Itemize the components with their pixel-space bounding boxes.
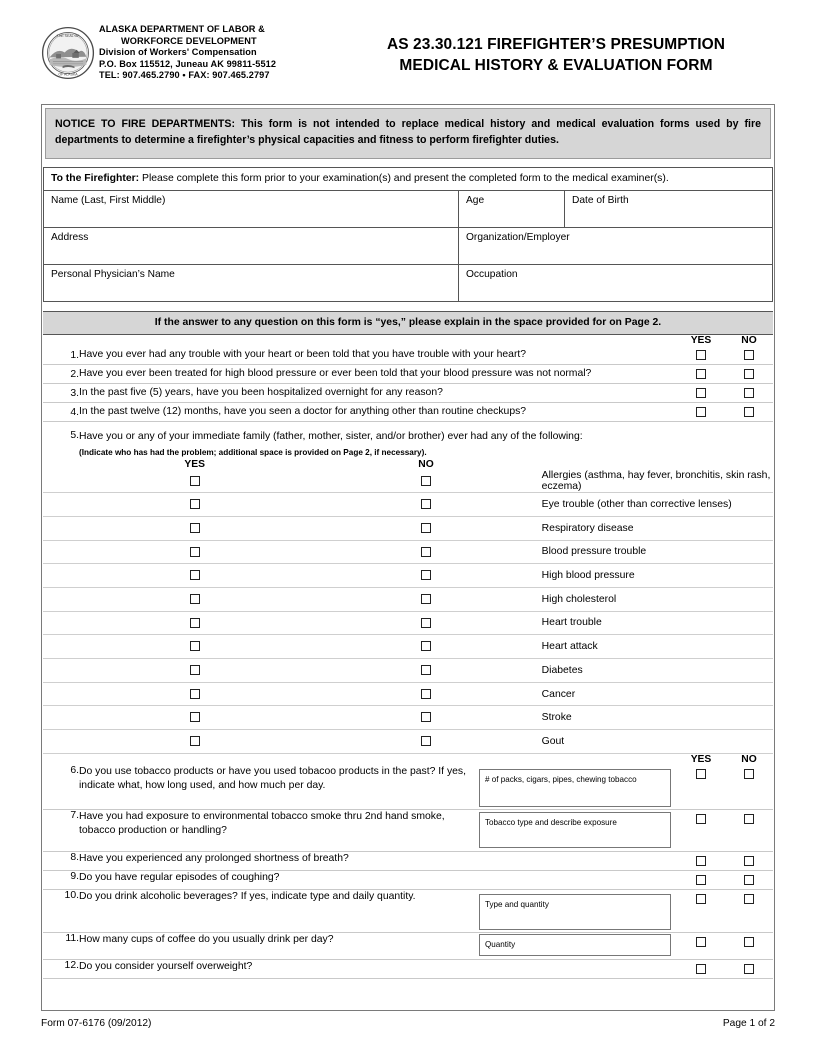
question-text: Have you ever been treated for high blood pressure or ever been told that your blood pressure was not normal?	[79, 365, 677, 384]
list-item	[43, 540, 773, 564]
fam-yes-cell[interactable]	[79, 611, 310, 635]
family-condition-label: Blood pressure trouble	[542, 540, 773, 564]
checkbox-yes[interactable]	[696, 894, 706, 904]
title-line-2: MEDICAL HISTORY & EVALUATION FORM	[399, 57, 713, 74]
question-text: Do you have regular episodes of coughing?	[79, 870, 477, 889]
question-number: 2.	[43, 365, 79, 384]
fam-yes-cell[interactable]	[79, 635, 310, 659]
question-text: Have you experienced any prolonged shortness of breath?	[79, 851, 477, 870]
q10-no-cell[interactable]	[725, 889, 773, 932]
age-label: Age	[466, 195, 485, 206]
checkbox-no[interactable]	[421, 476, 431, 486]
checkbox-yes[interactable]	[190, 689, 200, 699]
family-condition-label: Respiratory disease	[542, 516, 773, 540]
family-subnote: (Indicate who has had the problem; additional space is provided on Page 2, if necessary).	[79, 447, 427, 457]
question-text: Do you use tobacco products or have you used tobacoo products in the past? If yes, indicate what, how long used, and how much per day.	[79, 765, 477, 810]
fam-no-cell[interactable]	[310, 493, 541, 517]
dob-field[interactable]	[565, 191, 773, 228]
family-history-section	[43, 422, 773, 754]
q6-note-input[interactable]: # of packs, cigars, pipes, chewing tobacco	[479, 769, 671, 807]
question-number: 6.	[43, 765, 79, 810]
page-number: Page 1 of 2	[722, 1018, 775, 1029]
bottom-yes-no-header-row	[43, 754, 773, 765]
fam-no-cell[interactable]	[310, 516, 541, 540]
q4-no-cell[interactable]	[725, 403, 773, 422]
q7-no-cell[interactable]	[725, 809, 773, 851]
checkbox-yes[interactable]	[190, 594, 200, 604]
checkbox-yes[interactable]	[696, 407, 706, 417]
table-row	[43, 959, 773, 978]
checkbox-yes[interactable]	[190, 665, 200, 675]
yes-no-header-row	[43, 335, 773, 346]
q8-no-cell[interactable]	[725, 851, 773, 870]
organization-label: Organization/Employer	[466, 232, 570, 243]
seal-container	[41, 22, 99, 80]
agency-line-3: Division of Workers' Compensation	[99, 47, 257, 58]
family-condition-label: Eye trouble (other than corrective lenses)	[542, 493, 773, 517]
table-row	[43, 365, 773, 384]
checkbox-no[interactable]	[421, 547, 431, 557]
q3-yes-cell[interactable]	[677, 384, 725, 403]
fam-yes-cell[interactable]	[79, 493, 310, 517]
q8-yes-cell[interactable]	[677, 851, 725, 870]
q12-no-cell[interactable]	[725, 959, 773, 978]
family-intro-text: Have you or any of your immediate family (father, mother, sister, and/or brother) ever had any of the following:	[79, 431, 583, 442]
questions-top-table	[43, 335, 773, 422]
list-item	[43, 730, 773, 754]
checkbox-no[interactable]	[421, 665, 431, 675]
question-text: Do you drink alcoholic beverages? If yes, indicate type and daily quantity.	[79, 889, 477, 932]
questions-bottom-table	[43, 754, 773, 979]
q6-yes-cell[interactable]	[677, 765, 725, 810]
list-item	[43, 516, 773, 540]
agency-line-4: P.O. Box 115512, Juneau AK 99811-5512	[99, 58, 277, 69]
checkbox-yes[interactable]	[190, 523, 200, 533]
q2-no-cell[interactable]	[725, 365, 773, 384]
fam-yes-cell[interactable]	[79, 587, 310, 611]
fam-yes-cell[interactable]	[79, 706, 310, 730]
fam-yes-cell[interactable]	[79, 540, 310, 564]
checkbox-no[interactable]	[421, 712, 431, 722]
checkbox-no[interactable]	[421, 499, 431, 509]
family-condition-label: High blood pressure	[542, 564, 773, 588]
fam-no-cell[interactable]	[310, 470, 541, 493]
family-condition-label: Heart attack	[542, 635, 773, 659]
question-number: 10.	[43, 889, 79, 932]
occupation-label: Occupation	[466, 269, 518, 280]
table-row	[43, 765, 773, 810]
organization-field[interactable]	[459, 228, 773, 265]
list-item	[43, 706, 773, 730]
q7-note-input[interactable]: Tobacco type and describe exposure	[479, 812, 671, 848]
fam-yes-cell[interactable]	[79, 470, 310, 493]
question-text: Have you had exposure to environmental tobacco smoke thru 2nd hand smoke, tobacco production or handling?	[79, 809, 477, 851]
q9-yes-cell[interactable]	[677, 870, 725, 889]
checkbox-no[interactable]	[744, 350, 754, 360]
fam-yes-cell[interactable]	[79, 564, 310, 588]
agency-line-1: ALASKA DEPARTMENT OF LABOR &	[99, 24, 265, 34]
checkbox-yes[interactable]	[696, 856, 706, 866]
fam-no-cell[interactable]	[310, 611, 541, 635]
to-firefighter-text: Please complete this form prior to your examination(s) and present the completed form to the medical examiner(s).	[139, 173, 669, 184]
agency-line-2: WORKFORCE DEVELOPMENT	[121, 35, 257, 46]
list-item	[43, 682, 773, 706]
checkbox-no[interactable]	[744, 814, 754, 824]
applicant-info-table	[43, 190, 773, 302]
q1-yes-cell[interactable]	[677, 346, 725, 365]
fam-no-cell[interactable]	[310, 659, 541, 683]
fam-yes-cell[interactable]	[79, 730, 310, 754]
yes-column-header: YES	[690, 335, 712, 346]
checkbox-no[interactable]	[744, 937, 754, 947]
checkbox-no[interactable]	[421, 523, 431, 533]
family-condition-label: High cholesterol	[542, 587, 773, 611]
checkbox-yes[interactable]	[190, 618, 200, 628]
q2-yes-cell[interactable]	[677, 365, 725, 384]
agency-address-block	[99, 22, 349, 82]
yes-explanation-band: If the answer to any question on this form is “yes,” please explain in the space provided for on Page 2.	[43, 311, 773, 335]
fam-yes-cell[interactable]	[79, 516, 310, 540]
q1-no-cell[interactable]	[725, 346, 773, 365]
to-firefighter-row	[44, 168, 772, 190]
notice-to-fire-departments	[45, 108, 771, 159]
list-item	[43, 493, 773, 517]
q11-note-input[interactable]: Quantity	[479, 934, 671, 956]
checkbox-yes[interactable]	[696, 769, 706, 779]
checkbox-no[interactable]	[744, 407, 754, 417]
list-item	[43, 659, 773, 683]
address-field[interactable]	[44, 228, 459, 265]
checkbox-no[interactable]	[744, 875, 754, 885]
fam-no-cell[interactable]	[310, 706, 541, 730]
family-yes-no-header-row	[43, 459, 773, 470]
checkbox-yes[interactable]	[696, 369, 706, 379]
question-number: 7.	[43, 809, 79, 851]
table-row	[44, 191, 773, 228]
question-number: 3.	[43, 384, 79, 403]
q4-yes-cell[interactable]	[677, 403, 725, 422]
age-field[interactable]	[459, 191, 565, 228]
question-number: 1.	[43, 346, 79, 365]
checkbox-yes[interactable]	[696, 964, 706, 974]
question-number: 8.	[43, 851, 79, 870]
question-number: 9.	[43, 870, 79, 889]
checkbox-yes[interactable]	[696, 350, 706, 360]
question-text: Have you ever had any trouble with your heart or been told that you have trouble with your heart?	[79, 346, 677, 365]
fam-no-cell[interactable]	[310, 540, 541, 564]
form-header	[41, 22, 775, 96]
name-field[interactable]	[44, 191, 459, 228]
fam-yes-cell[interactable]	[79, 682, 310, 706]
table-row	[43, 932, 773, 959]
fam-no-cell[interactable]	[310, 682, 541, 706]
q6-no-cell[interactable]	[725, 765, 773, 810]
table-row	[43, 809, 773, 851]
table-row	[43, 851, 773, 870]
family-condition-label: Allergies (asthma, hay fever, bronchitis, skin rash, eczema)	[542, 470, 773, 493]
no-column-header: NO	[741, 335, 757, 346]
checkbox-no[interactable]	[421, 594, 431, 604]
occupation-field[interactable]	[459, 265, 773, 302]
list-item	[43, 470, 773, 493]
checkbox-no[interactable]	[744, 388, 754, 398]
checkbox-yes[interactable]	[190, 736, 200, 746]
table-row	[43, 889, 773, 932]
checkbox-no[interactable]	[421, 736, 431, 746]
checkbox-yes[interactable]	[190, 570, 200, 580]
checkbox-no[interactable]	[744, 856, 754, 866]
q12-yes-cell[interactable]	[677, 959, 725, 978]
table-row	[44, 228, 773, 265]
q10-note-input[interactable]: Type and quantity	[479, 894, 671, 930]
title-line-1: AS 23.30.121 FIREFIGHTER’S PRESUMPTION	[386, 36, 725, 53]
list-item	[43, 564, 773, 588]
q9-no-cell[interactable]	[725, 870, 773, 889]
fam-no-cell[interactable]	[310, 635, 541, 659]
alaska-state-seal-icon	[41, 26, 95, 80]
list-item	[43, 635, 773, 659]
list-item	[43, 587, 773, 611]
checkbox-no[interactable]	[421, 689, 431, 699]
checkbox-no[interactable]	[744, 964, 754, 974]
family-condition-label: Cancer	[542, 682, 773, 706]
family-yes-header: YES	[184, 458, 205, 470]
form-body	[41, 104, 775, 1011]
question-number: 5.	[70, 430, 79, 441]
form-footer	[41, 1018, 775, 1029]
family-condition-label: Gout	[542, 730, 773, 754]
name-label: Name (Last, First Middle)	[51, 195, 166, 206]
checkbox-yes[interactable]	[696, 937, 706, 947]
checkbox-yes[interactable]	[190, 547, 200, 557]
firefighter-instructions-table	[43, 167, 773, 191]
fam-no-cell[interactable]	[310, 730, 541, 754]
table-row	[43, 403, 773, 422]
q11-no-cell[interactable]	[725, 932, 773, 959]
checkbox-yes[interactable]	[696, 388, 706, 398]
table-row	[43, 870, 773, 889]
q7-yes-cell[interactable]	[677, 809, 725, 851]
question-number: 11.	[43, 932, 79, 959]
form-number: Form 07-6176 (09/2012)	[41, 1018, 152, 1029]
agency-line-5: TEL: 907.465.2790 • FAX: 907.465.2797	[99, 70, 270, 81]
checkbox-yes[interactable]	[190, 499, 200, 509]
bottom-yes-header: YES	[690, 753, 712, 765]
question-text: How many cups of coffee do you usually drink per day?	[79, 932, 477, 959]
svg-text:THE SEAL OF: THE SEAL OF	[56, 33, 80, 38]
svg-text:OF ALASKA: OF ALASKA	[58, 72, 78, 77]
table-row	[43, 384, 773, 403]
fam-yes-cell[interactable]	[79, 659, 310, 683]
checkbox-no[interactable]	[744, 769, 754, 779]
question-text: In the past twelve (12) months, have you seen a doctor for anything other than routine checkups?	[79, 403, 677, 422]
fam-no-cell[interactable]	[310, 587, 541, 611]
checkbox-yes[interactable]	[696, 814, 706, 824]
list-item	[43, 611, 773, 635]
family-condition-label: Stroke	[542, 706, 773, 730]
family-no-header: NO	[418, 458, 434, 470]
table-row	[43, 346, 773, 365]
checkbox-yes[interactable]	[696, 875, 706, 885]
checkbox-yes[interactable]	[190, 476, 200, 486]
family-intro-row	[43, 422, 773, 459]
physician-field[interactable]	[44, 265, 459, 302]
to-firefighter-label: To the Firefighter:	[51, 173, 140, 184]
checkbox-yes[interactable]	[190, 641, 200, 651]
checkbox-no[interactable]	[421, 618, 431, 628]
page-title	[349, 22, 775, 76]
dob-label: Date of Birth	[572, 195, 629, 206]
checkbox-no[interactable]	[421, 570, 431, 580]
question-text: In the past five (5) years, have you been hospitalized overnight for any reason?	[79, 384, 677, 403]
physician-label: Personal Physician’s Name	[51, 269, 175, 280]
q3-no-cell[interactable]	[725, 384, 773, 403]
fam-no-cell[interactable]	[310, 564, 541, 588]
table-row	[44, 265, 773, 302]
q10-yes-cell[interactable]	[677, 889, 725, 932]
question-number: 4.	[43, 403, 79, 422]
family-condition-label: Diabetes	[542, 659, 773, 683]
checkbox-no[interactable]	[744, 894, 754, 904]
family-condition-label: Heart trouble	[542, 611, 773, 635]
notice-label: NOTICE TO FIRE DEPARTMENTS:	[55, 118, 235, 130]
checkbox-no[interactable]	[744, 369, 754, 379]
checkbox-yes[interactable]	[190, 712, 200, 722]
question-number: 12.	[43, 959, 79, 978]
q11-yes-cell[interactable]	[677, 932, 725, 959]
address-label: Address	[51, 232, 89, 243]
question-text: Do you consider yourself overweight?	[79, 959, 477, 978]
checkbox-no[interactable]	[421, 641, 431, 651]
notice-text: This form is not intended to replace medical history and medical evaluation forms used by fire departments to determine a firefighter’s physical capacities and fitness to perform firefighter duties.	[55, 118, 761, 146]
bottom-no-header: NO	[741, 753, 757, 765]
